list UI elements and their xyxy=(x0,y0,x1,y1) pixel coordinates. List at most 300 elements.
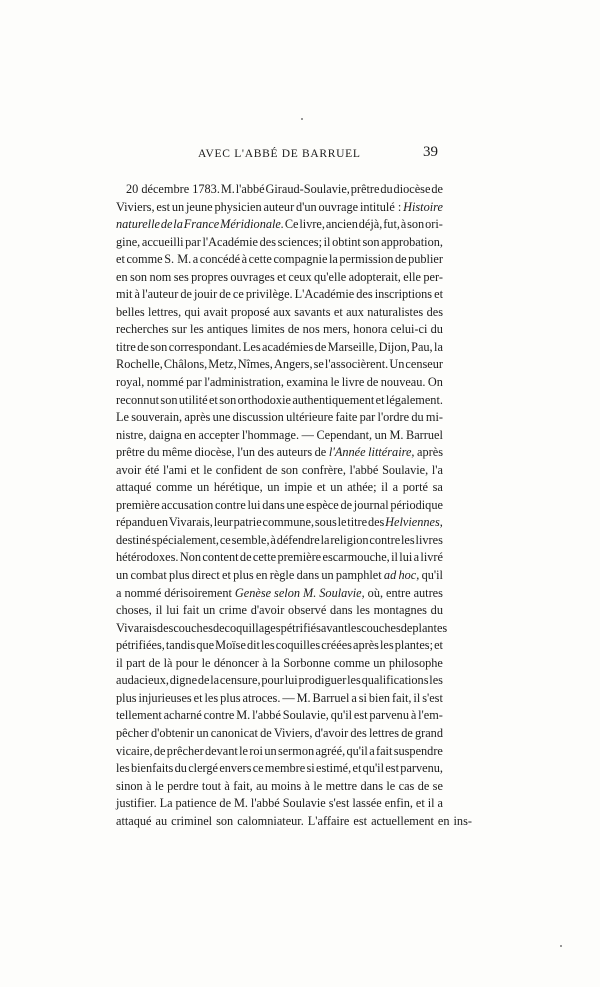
word: clergé xyxy=(188,761,219,776)
word: auteurs xyxy=(276,445,313,460)
word: et xyxy=(277,269,287,284)
word: l'abbé xyxy=(252,708,281,723)
word: Châlons, xyxy=(163,357,208,372)
word: été xyxy=(144,462,160,477)
word: injurieuses xyxy=(138,690,192,705)
word: Genèse xyxy=(234,585,272,600)
word: de xyxy=(160,217,173,232)
word: France xyxy=(183,217,220,232)
word: fait xyxy=(375,743,393,758)
word: contre xyxy=(203,708,235,723)
word: sous xyxy=(314,515,337,530)
word: moins xyxy=(271,778,302,793)
text-line xyxy=(116,392,443,410)
word: nouveau. xyxy=(380,375,426,390)
word: il xyxy=(413,690,421,705)
word: livre, xyxy=(299,217,325,232)
word: athée; xyxy=(347,480,377,495)
word: couches xyxy=(173,620,213,635)
word: du xyxy=(430,322,443,337)
word: le xyxy=(201,655,211,670)
word: dans xyxy=(330,603,353,618)
word: Dijon, xyxy=(378,339,410,354)
word: l'Année xyxy=(328,445,366,460)
word: couches xyxy=(361,620,401,635)
word: La xyxy=(159,796,173,811)
word: lui xyxy=(284,673,298,688)
word: M. xyxy=(233,796,248,811)
word: roi xyxy=(249,743,263,758)
word: et xyxy=(222,568,231,583)
word: ouvrages xyxy=(230,269,275,284)
word: de xyxy=(431,182,443,196)
word: a xyxy=(369,743,375,758)
word: de xyxy=(212,620,225,635)
word: tandis xyxy=(165,638,196,653)
word: les xyxy=(356,603,370,618)
word: royal, xyxy=(116,375,145,390)
word: que xyxy=(196,638,215,653)
word: son xyxy=(160,392,178,407)
word: attaqué xyxy=(116,480,152,495)
word: de xyxy=(417,778,430,793)
word: Non xyxy=(179,550,202,565)
word: per- xyxy=(423,269,443,284)
word: en xyxy=(255,568,268,583)
word: aux xyxy=(346,304,364,319)
word: sur xyxy=(171,322,187,337)
word: atroces. xyxy=(242,690,281,705)
word: plus xyxy=(220,690,241,705)
word: Nîmes, xyxy=(237,357,273,372)
word: de xyxy=(340,497,353,512)
text-line xyxy=(116,234,443,252)
word: porté xyxy=(402,480,428,495)
word: la xyxy=(271,655,280,670)
word: belles xyxy=(116,304,145,319)
word: impie xyxy=(284,480,313,495)
word: de xyxy=(314,339,327,354)
text-line xyxy=(116,602,443,620)
word: il xyxy=(427,796,435,811)
text-line xyxy=(116,251,443,269)
word: tout xyxy=(201,778,222,793)
text-line xyxy=(116,637,443,655)
word: M. xyxy=(296,690,311,705)
word: coquillages xyxy=(224,620,281,635)
word: se xyxy=(313,357,324,372)
word: l'em- xyxy=(418,708,443,723)
word: les xyxy=(429,673,443,688)
text-line xyxy=(116,672,443,690)
word: discussion xyxy=(232,410,284,425)
word: ins- xyxy=(453,813,472,828)
word: pétrifiés xyxy=(280,620,321,635)
word: littéraire, xyxy=(368,445,415,460)
word: même xyxy=(162,445,193,460)
word: ce xyxy=(232,287,244,302)
word: semble, xyxy=(231,532,270,547)
text-line xyxy=(116,778,443,796)
word: par xyxy=(186,375,202,390)
word: dans xyxy=(360,778,383,793)
word: Vivarais, xyxy=(168,515,213,530)
word: par xyxy=(185,234,201,249)
word: qu'elle xyxy=(313,269,347,284)
word: membre xyxy=(264,761,306,776)
word: adopterait, xyxy=(348,269,401,284)
word: lettres xyxy=(368,725,400,740)
word: si xyxy=(358,690,367,705)
word: de xyxy=(287,322,300,337)
word: escarmouche, xyxy=(322,550,390,565)
word: des xyxy=(259,234,276,249)
paper-speck xyxy=(301,118,303,120)
word: qu'il xyxy=(346,743,368,758)
word: l'un xyxy=(237,445,256,460)
word: examina xyxy=(286,375,329,390)
word: par xyxy=(359,410,376,425)
word: bien xyxy=(368,690,391,705)
word: plantes xyxy=(412,620,448,635)
word: de xyxy=(366,375,379,390)
word: livré xyxy=(420,550,443,565)
text-line xyxy=(116,374,443,392)
word: crime xyxy=(218,603,247,618)
text-line xyxy=(116,532,443,550)
word: limites xyxy=(251,322,285,337)
word: envers xyxy=(219,761,252,776)
word: canonicat xyxy=(210,725,258,740)
word: à xyxy=(262,655,268,670)
word: les xyxy=(190,322,204,337)
word: les xyxy=(116,761,130,776)
word: honora xyxy=(353,322,388,337)
word: 20 décembre 1783. xyxy=(126,182,220,196)
word: prodiguer xyxy=(298,673,347,688)
word: entre xyxy=(386,585,411,600)
word: L'Académie xyxy=(294,287,355,302)
word: — xyxy=(282,690,295,705)
word: de xyxy=(260,725,272,740)
word: fait xyxy=(182,603,200,618)
word: un xyxy=(264,743,277,758)
word: Soulavie, xyxy=(319,585,365,600)
word: qu'il xyxy=(330,708,353,723)
word: pêcher xyxy=(116,725,149,740)
word: livre xyxy=(341,375,365,390)
word: approbation, xyxy=(381,234,443,249)
word: de xyxy=(137,339,149,354)
word: défendre xyxy=(276,532,320,547)
word: un xyxy=(171,199,185,214)
word: nommé xyxy=(124,585,162,600)
word: son xyxy=(407,217,425,232)
word: dérisoirement xyxy=(164,585,232,600)
word: mit xyxy=(116,287,133,302)
word: aux xyxy=(273,304,291,319)
word: la xyxy=(328,252,338,267)
word: est xyxy=(156,199,171,214)
word: avoir xyxy=(116,462,142,477)
word: physicien xyxy=(214,199,262,214)
text-line xyxy=(116,743,443,761)
word: attaqué xyxy=(116,813,152,828)
word: a xyxy=(392,480,399,495)
word: de xyxy=(394,252,407,267)
word: sciences; xyxy=(277,234,323,249)
word: criminel xyxy=(171,813,213,828)
word: à xyxy=(304,778,311,793)
word: des xyxy=(350,725,367,740)
text-line xyxy=(116,567,443,585)
running-head: AVEC L'ABBÉ DE BARRUEL xyxy=(198,148,361,160)
word: dénoncer xyxy=(213,655,259,670)
word: à xyxy=(134,287,140,302)
text-line xyxy=(116,444,443,462)
word: académies xyxy=(262,339,314,354)
word: Barruel xyxy=(312,690,350,705)
word: l'associèrent. xyxy=(324,357,389,372)
word: selon xyxy=(274,585,301,600)
word: estimé, xyxy=(316,761,352,776)
word: Vivarais xyxy=(116,620,157,635)
text-line xyxy=(116,321,443,339)
word: son xyxy=(281,462,299,477)
word: de xyxy=(219,796,232,811)
word: M. xyxy=(220,182,235,196)
word: dans xyxy=(262,497,285,512)
word: M. xyxy=(236,708,251,723)
word: justifier. xyxy=(116,796,157,811)
text-line xyxy=(116,549,443,567)
word: M. xyxy=(389,427,404,442)
word: Méridionale. xyxy=(220,217,284,232)
word: en xyxy=(437,813,450,828)
word: calomniateur. xyxy=(237,813,304,828)
word: celui-ci xyxy=(390,322,428,337)
word: cas xyxy=(398,778,415,793)
word: combat xyxy=(130,568,167,583)
word: permission xyxy=(339,252,394,267)
word: comme xyxy=(156,480,193,495)
word: un xyxy=(196,725,209,740)
word: parvenu xyxy=(369,708,409,723)
word: de xyxy=(148,655,161,670)
word: à xyxy=(224,778,230,793)
word: journal xyxy=(353,497,389,512)
word: orthodoxie xyxy=(237,392,291,407)
text-line xyxy=(116,269,443,287)
word: coquilles xyxy=(275,638,321,653)
word: l'administration, xyxy=(204,375,284,390)
text-line xyxy=(116,409,443,427)
word: un xyxy=(267,480,280,495)
word: de xyxy=(401,725,413,740)
word: du xyxy=(147,445,160,460)
text-line xyxy=(116,585,443,603)
word: S. M. xyxy=(164,252,192,267)
word: commune, xyxy=(262,515,315,530)
word: l'abbé xyxy=(349,462,379,477)
word: pamphlet xyxy=(335,568,382,583)
word: actuellement xyxy=(371,813,434,828)
word: Un xyxy=(389,357,405,372)
word: où, xyxy=(367,585,384,600)
word: lettres, xyxy=(148,304,182,319)
text-line xyxy=(116,199,443,217)
text-line xyxy=(116,813,472,831)
word: un xyxy=(202,603,216,618)
word: des xyxy=(156,620,174,635)
word: utilité xyxy=(178,392,208,407)
word: le xyxy=(330,375,340,390)
word: Histoire xyxy=(403,199,443,214)
text-line xyxy=(116,514,443,532)
word: content xyxy=(202,550,239,565)
word: fait, xyxy=(233,778,253,793)
word: Soulavie xyxy=(282,796,326,811)
word: contre xyxy=(215,497,246,512)
word: lui xyxy=(399,550,413,565)
word: reconnut xyxy=(116,392,160,407)
word: vicaire, xyxy=(116,743,153,758)
word: lui xyxy=(247,497,261,512)
word: L'affaire xyxy=(307,813,350,828)
word: après xyxy=(417,445,443,460)
word: pour xyxy=(175,655,199,670)
word: avant xyxy=(320,620,348,635)
word: accepter xyxy=(198,427,240,442)
word: ancien xyxy=(325,217,358,232)
word: souverain, xyxy=(131,410,183,425)
word: hérétique, xyxy=(213,480,263,495)
word: au xyxy=(256,778,268,793)
word: de xyxy=(180,287,192,302)
word: à xyxy=(270,532,276,547)
word: l'abbé xyxy=(250,796,280,811)
word: l'ordre xyxy=(377,410,410,425)
word: à xyxy=(410,708,417,723)
word: Marseille, xyxy=(327,339,378,354)
word: grand xyxy=(414,725,443,740)
word: prêcher xyxy=(166,743,204,758)
paper-speck xyxy=(560,945,562,947)
word: première xyxy=(277,550,322,565)
word: titre xyxy=(347,515,368,530)
word: ultérieure xyxy=(286,410,334,425)
word: ce xyxy=(219,532,231,547)
word: Le xyxy=(116,410,129,425)
word: d'un xyxy=(296,199,317,214)
word: de xyxy=(400,620,413,635)
word: elle xyxy=(403,269,421,284)
word: Moïse xyxy=(215,638,246,653)
word: Helviennes, xyxy=(385,515,443,530)
word: le xyxy=(154,778,164,793)
word: digne xyxy=(169,673,198,688)
word: et xyxy=(190,462,200,477)
word: philosophe xyxy=(388,655,443,670)
word: Soulavie, xyxy=(382,462,429,477)
word: hoc, xyxy=(398,568,420,583)
word: gine, xyxy=(116,234,141,249)
word: Rochelle, xyxy=(116,357,163,372)
word: diocèse, xyxy=(194,445,235,460)
word: se xyxy=(432,778,443,793)
word: enfin, xyxy=(384,796,413,811)
word: et xyxy=(116,252,125,267)
word: l'Académie xyxy=(202,234,258,249)
word: périodique xyxy=(390,497,443,512)
word: son xyxy=(150,339,168,354)
word: hétérodoxes. xyxy=(116,550,179,565)
word: Ce xyxy=(284,217,299,232)
word: Barruel xyxy=(406,427,443,442)
word: privilège. xyxy=(245,287,293,302)
word: il xyxy=(391,550,398,565)
word: est xyxy=(385,761,399,776)
word: le xyxy=(239,743,248,758)
word: Pau, xyxy=(411,339,433,354)
word: des xyxy=(257,445,275,460)
word: nos xyxy=(302,322,320,337)
word: ori- xyxy=(425,217,443,232)
word: il xyxy=(116,655,123,670)
word: de xyxy=(239,550,252,565)
word: et xyxy=(375,392,385,407)
word: autres xyxy=(413,585,443,600)
word: et xyxy=(193,690,203,705)
word: est xyxy=(353,708,368,723)
word: mi- xyxy=(425,410,443,425)
word: patrie xyxy=(233,515,262,530)
word: proposé xyxy=(230,304,270,319)
word: Angers, xyxy=(273,357,313,372)
word: un xyxy=(374,427,387,442)
text-line xyxy=(116,216,443,234)
text-line xyxy=(116,286,443,304)
word: après xyxy=(184,410,211,425)
word: des xyxy=(426,304,443,319)
word: livres xyxy=(415,532,443,547)
word: son xyxy=(129,269,148,284)
word: les xyxy=(347,620,362,635)
word: comme xyxy=(126,252,163,267)
word: naturelle xyxy=(116,217,160,232)
word: les xyxy=(380,638,394,653)
word: nommé xyxy=(146,375,184,390)
word: leur xyxy=(213,515,233,530)
word: Giraud-Soulavie, xyxy=(265,182,350,196)
word: intitulé : xyxy=(359,199,402,214)
word: du xyxy=(411,410,424,425)
word: la xyxy=(434,339,443,354)
word: déjà, xyxy=(358,217,383,232)
word: du xyxy=(380,182,393,196)
text-line xyxy=(116,760,443,778)
word: si xyxy=(306,761,315,776)
word: d'avoir xyxy=(250,603,285,618)
word: religion xyxy=(330,532,369,547)
word: destiné xyxy=(116,532,151,547)
word: plus xyxy=(233,568,254,583)
word: compagnie xyxy=(273,252,328,267)
word: comme xyxy=(333,655,370,670)
word: le xyxy=(313,778,323,793)
word: jeune xyxy=(186,199,213,214)
word: son xyxy=(219,392,237,407)
